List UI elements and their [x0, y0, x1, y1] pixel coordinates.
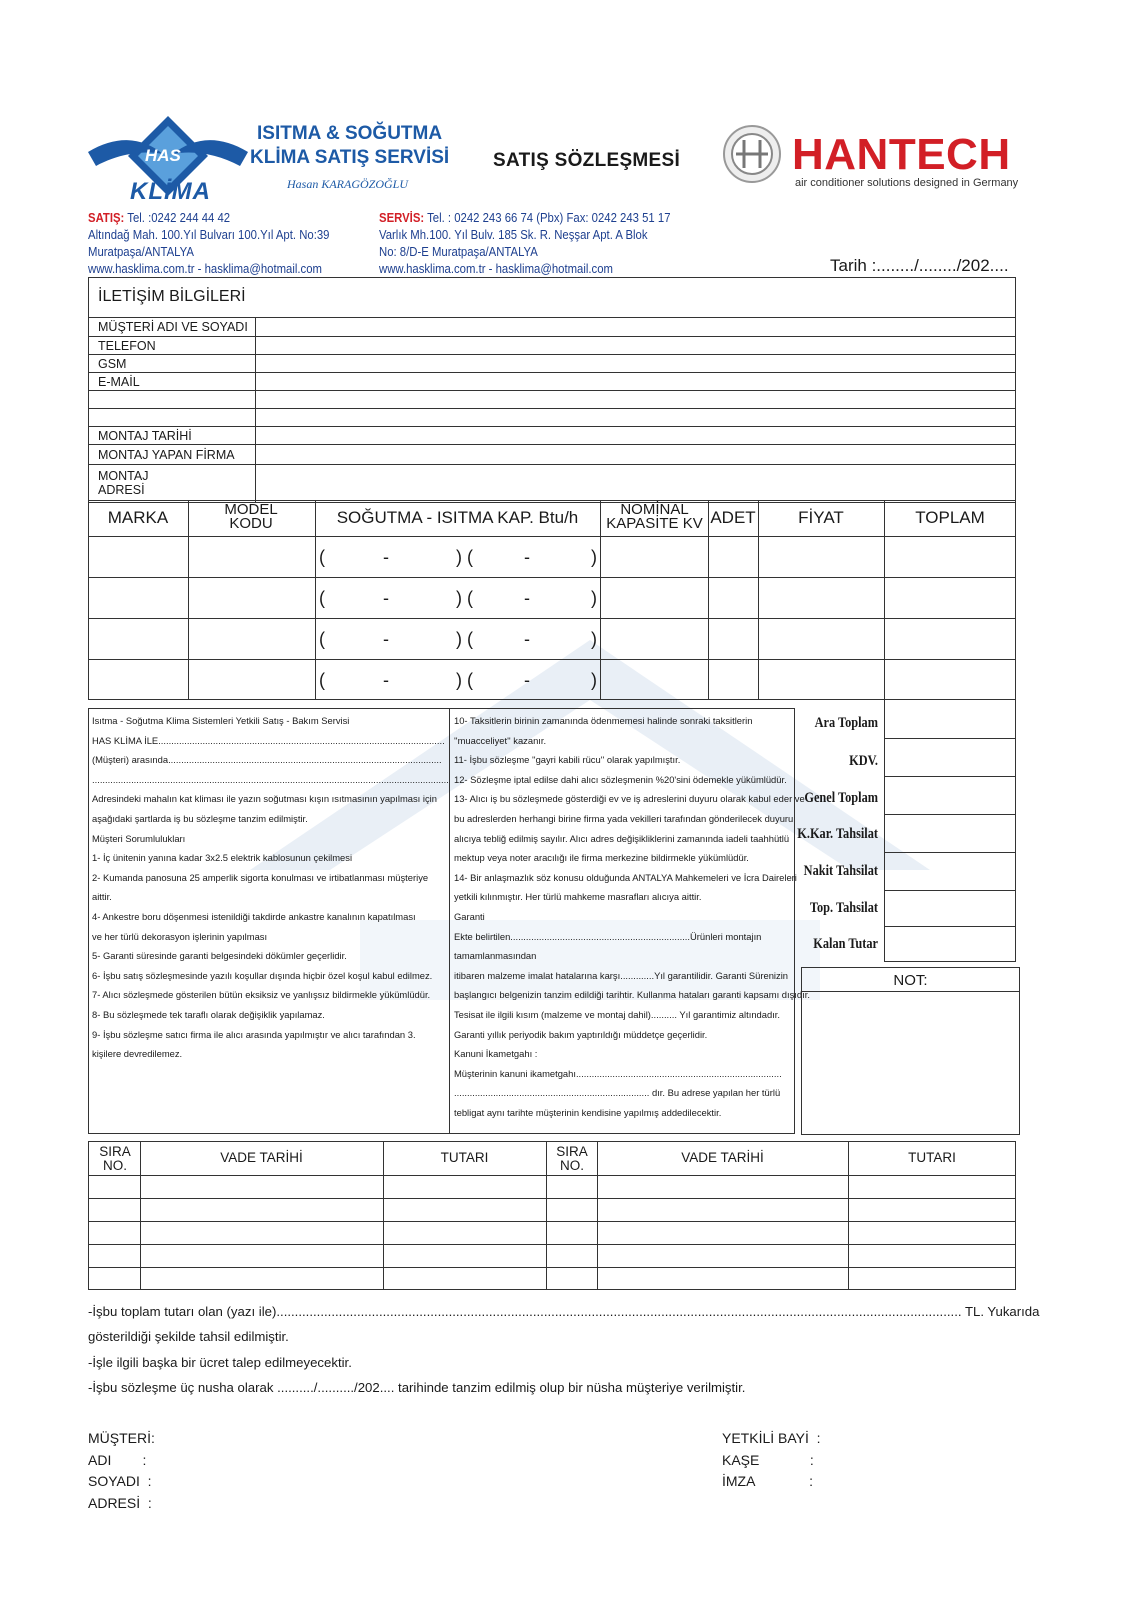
date-field[interactable]: Tarih :......../......../202....	[830, 256, 1009, 275]
terms-right	[454, 711, 810, 1122]
term-line: HAS KLİMA İLE..............................................................................................................	[92, 734, 445, 746]
pay-col-due: VADE TARİHİ	[681, 1150, 764, 1165]
col-qty: ADET	[710, 508, 756, 527]
term-line: Müşterinin kanuni ikametgahı...............................................................................	[454, 1067, 782, 1079]
term-line: Garanti	[454, 910, 485, 922]
customer-signature: MÜŞTERİ: ADI : SOYADI : ADRESİ :	[88, 1430, 155, 1511]
term-line: 1- İç ünitenin yanına kadar 3x2.5 elektrik kablosunun çekilmesi	[92, 852, 353, 864]
term-line: ........................................................................... dır. Bu adrese yapılan her türlü	[454, 1087, 781, 1099]
pay-col-amount: TUTARI	[908, 1150, 956, 1165]
brand-tagline: air conditioner solutions designed in Germany	[795, 177, 1019, 189]
terms-left	[92, 711, 449, 1064]
field-install-date: MONTAJ TARİHİ	[98, 429, 192, 443]
term-line: yetkili kılınmıştır. Her türlü mahkeme masrafları alıcıya aittir.	[454, 891, 702, 903]
term-line: 11- İşbu sözleşme ''gayri kabili rücu'' olarak yapılmıştır.	[454, 754, 681, 766]
term-line: 13- Alıcı iş bu sözleşmede gösterdiği ev ve iş adreslerini duyuru olarak kabul eder ve	[454, 793, 805, 805]
logo-word: KLİMA	[130, 178, 211, 205]
term-line: Kanuni İkametgahı :	[454, 1048, 538, 1060]
col-model: MODEL KODU	[224, 501, 278, 532]
service-phone: Tel. : 0242 243 66 74 (Pbx) Fax: 0242 243 51 17	[427, 210, 671, 225]
total-label: Nakit Tahsilat	[803, 863, 878, 879]
footer-line1: -İşbu toplam tutarı olan (yazı ile)........................................................................................................................................................................................... TL. Yukarıda	[88, 1304, 1040, 1319]
total-label: Ara Toplam	[814, 715, 878, 731]
document-title: SATIŞ SÖZLEŞMESİ	[493, 150, 681, 171]
total-label: Kalan Tutar	[813, 936, 878, 952]
field-install-company: MONTAJ YAPAN FİRMA	[98, 448, 235, 462]
term-line: itibaren malzeme imalat hatalarına karşı.............Yıl garantilidir. Garanti Sürenizin	[454, 969, 788, 981]
term-line: mektup veya noter aracılığı ile firma merkezine bildirmekle yükümlüdür.	[454, 852, 749, 864]
sales-contact	[88, 209, 329, 277]
company-line2: KLİMA SATIŞ SERVİSİ	[250, 147, 450, 168]
field-phone: TELEFON	[98, 339, 156, 353]
term-line: Adresindeki mahalın kat kliması ile yazın soğutması kışın ısıtmasının yapılması için	[92, 793, 437, 805]
term-line: başlangıcı belgenizin tanzim edildiği tarihtir. Kullanma hataları garanti kapsamı dışıdır.	[454, 989, 810, 1001]
term-line: Garanti yıllık periyodik bakım yaptırıldığı müddetçe geçerlidir.	[454, 1028, 708, 1040]
total-label: KDV.	[849, 753, 878, 769]
service-contact	[379, 209, 671, 277]
input-phone[interactable]	[256, 337, 1014, 353]
term-line: ve her türlü dekorasyon işlerinin yapılması	[92, 930, 268, 942]
term-line: 10- Taksitlerin birinin zamanında ödenmemesi halinde sonraki taksitlerin	[454, 715, 753, 726]
total-label: Top. Tahsilat	[809, 900, 878, 916]
service-label: SERVİS:	[379, 210, 425, 225]
footer-line2: gösterildiği şekilde tahsil edilmiştir.	[88, 1329, 289, 1344]
input-install-address[interactable]	[256, 465, 1014, 501]
footer-line3: -İşle ilgili başka bir ücret talep edilmeyecektir.	[88, 1355, 352, 1370]
field-gsm: GSM	[98, 357, 127, 371]
term-line: 2- Kumanda panosuna 25 amperlik sigorta konulması ve irtibatlanması müşteriye	[92, 871, 429, 883]
col-total: TOPLAM	[915, 508, 985, 527]
sales-web[interactable]: www.hasklima.com.tr - hasklima@hotmail.com	[88, 261, 322, 276]
term-line: 14- Bir anlaşmazlık söz konusu olduğunda ANTALYA Mahkemeleri ve İcra Daireleri	[454, 871, 797, 883]
term-line: 5- Garanti süresinde garanti belgesindeki dökümler geçerlidir.	[92, 950, 347, 962]
col-nominal: NOMİNAL KAPASİTE KV	[606, 501, 703, 532]
input-gsm[interactable]	[256, 355, 1014, 371]
pay-col-due: VADE TARİHİ	[220, 1150, 303, 1165]
service-web[interactable]: www.hasklima.com.tr - hasklima@hotmail.com	[379, 261, 613, 276]
term-line: tebligat aynı tarihte müşterinin kendisine yapılmış addedilecektir.	[454, 1106, 722, 1118]
input-email[interactable]	[256, 373, 1014, 389]
field-customer-name: MÜŞTERİ ADI VE SOYADI	[98, 320, 248, 334]
contact-title: İLETİŞİM BİLGİLERİ	[98, 288, 246, 305]
term-line: 7- Alıcı sözleşmede gösterilen bütün eksiksiz ve yanlışsız bildirmekle yükümlüdür.	[92, 989, 431, 1001]
company-line1: ISITMA & SOĞUTMA	[257, 123, 443, 144]
term-line: aşağıdaki şartlarda iş bu sözleşme tanzim edilmiştir.	[92, 812, 308, 824]
term-line: bu adreslerden herhangi birine firma yada vekilleri tarafından gönderilecek duyuru	[454, 812, 794, 824]
note-title: NOT:	[893, 972, 928, 989]
note-box[interactable]	[801, 967, 1020, 1135]
term-line: .........................................................................................................................................	[92, 773, 449, 785]
term-line: aittir.	[92, 891, 112, 903]
col-capacity: SOĞUTMA - ISITMA KAP. Btu/h	[336, 508, 579, 527]
dealer-signature: YETKİLİ BAYİ : KAŞE : İMZA :	[722, 1430, 821, 1489]
term-line: alıcıya tebliğ edilmiş sayılır. Alıcı adres değişikliklerini zamanında iadeli taahhütlü	[454, 832, 790, 844]
term-line: Tesisat ile ilgili kısım (malzeme ve montaj dahil).......... Yıl garantimiz altındadır.	[454, 1008, 780, 1020]
col-price: FİYAT	[798, 508, 844, 527]
field-email: E-MAİL	[98, 375, 140, 389]
input-install-company[interactable]	[256, 445, 1014, 463]
term-line: kişilere devredilemez.	[92, 1048, 183, 1060]
input-install-date[interactable]	[256, 427, 1014, 443]
pay-col-seq: SIRA NO.	[556, 1144, 588, 1173]
col-brand: MARKA	[107, 508, 169, 527]
hantech-emblem-icon	[722, 124, 782, 184]
owner-name: Hasan KARAGÖZOĞLU	[287, 177, 409, 191]
logo-badge: HAS	[145, 146, 181, 165]
term-line: 9- İşbu sözleşme satıcı firma ile alıcı arasında yapılmıştır ve alıcı tarafından 3.	[92, 1028, 416, 1040]
service-address: Varlık Mh.100. Yıl Bulv. 185 Sk. R. Neşşar Apt. A Blok	[379, 227, 648, 242]
term-line: ''muacceliyet'' kazanır.	[454, 734, 547, 746]
input-customer-name[interactable]	[256, 318, 1014, 335]
sales-phone: Tel. :0242 244 44 42	[127, 210, 231, 225]
term-line: 8- Bu sözleşmede tek taraflı olarak değişiklik yapılamaz.	[92, 1008, 325, 1020]
term-line: 6- İşbu satış sözleşmesinde yazılı koşullar dışında hiçbir özel koşul kabul edilmez.	[92, 969, 433, 981]
total-label: Genel Toplam	[804, 790, 878, 806]
sales-address: Altındağ Mah. 100.Yıl Bulvarı 100.Yıl Apt. No:39	[88, 227, 330, 242]
term-line: Müşteri Sorumlulukları	[92, 832, 186, 844]
totals-box	[884, 700, 1016, 962]
sales-city: Muratpaşa/ANTALYA	[88, 244, 194, 259]
service-city: No: 8/D-E Muratpaşa/ANTALYA	[379, 244, 538, 259]
pay-col-seq: SIRA NO.	[99, 1144, 131, 1173]
brand-name: HANTECH	[792, 130, 1011, 179]
term-line: Ekte belirtilen.....................................................................Ürünleri montajın	[454, 930, 762, 942]
total-label: K.Kar. Tahsilat	[797, 826, 878, 842]
sales-label: SATIŞ:	[88, 210, 125, 225]
term-line: Isıtma - Soğutma Klima Sistemleri Yetkili Satış - Bakım Servisi	[92, 715, 350, 726]
term-line: 4- Ankestre boru döşenmesi istenildiği takdirde ankastre kanalının kapatılması	[92, 910, 416, 922]
term-line: (Müşteri) arasında.........................................................................................................	[92, 754, 442, 766]
pay-col-amount: TUTARI	[440, 1150, 489, 1165]
term-line: 12- Sözleşme iptal edilse dahi alıcı sözleşmenin %20'sini ödemekle yükümlüdür.	[454, 773, 787, 785]
footer-line4: -İşbu sözleşme üç nusha olarak ........../........../202.... tarihinde tanzim edilmiş olup bir nüsha müşteriye verilmiştir.	[88, 1380, 746, 1395]
term-line: tamamlanmasından	[454, 950, 537, 962]
field-install-address: MONTAJ ADRESİ	[98, 469, 149, 497]
